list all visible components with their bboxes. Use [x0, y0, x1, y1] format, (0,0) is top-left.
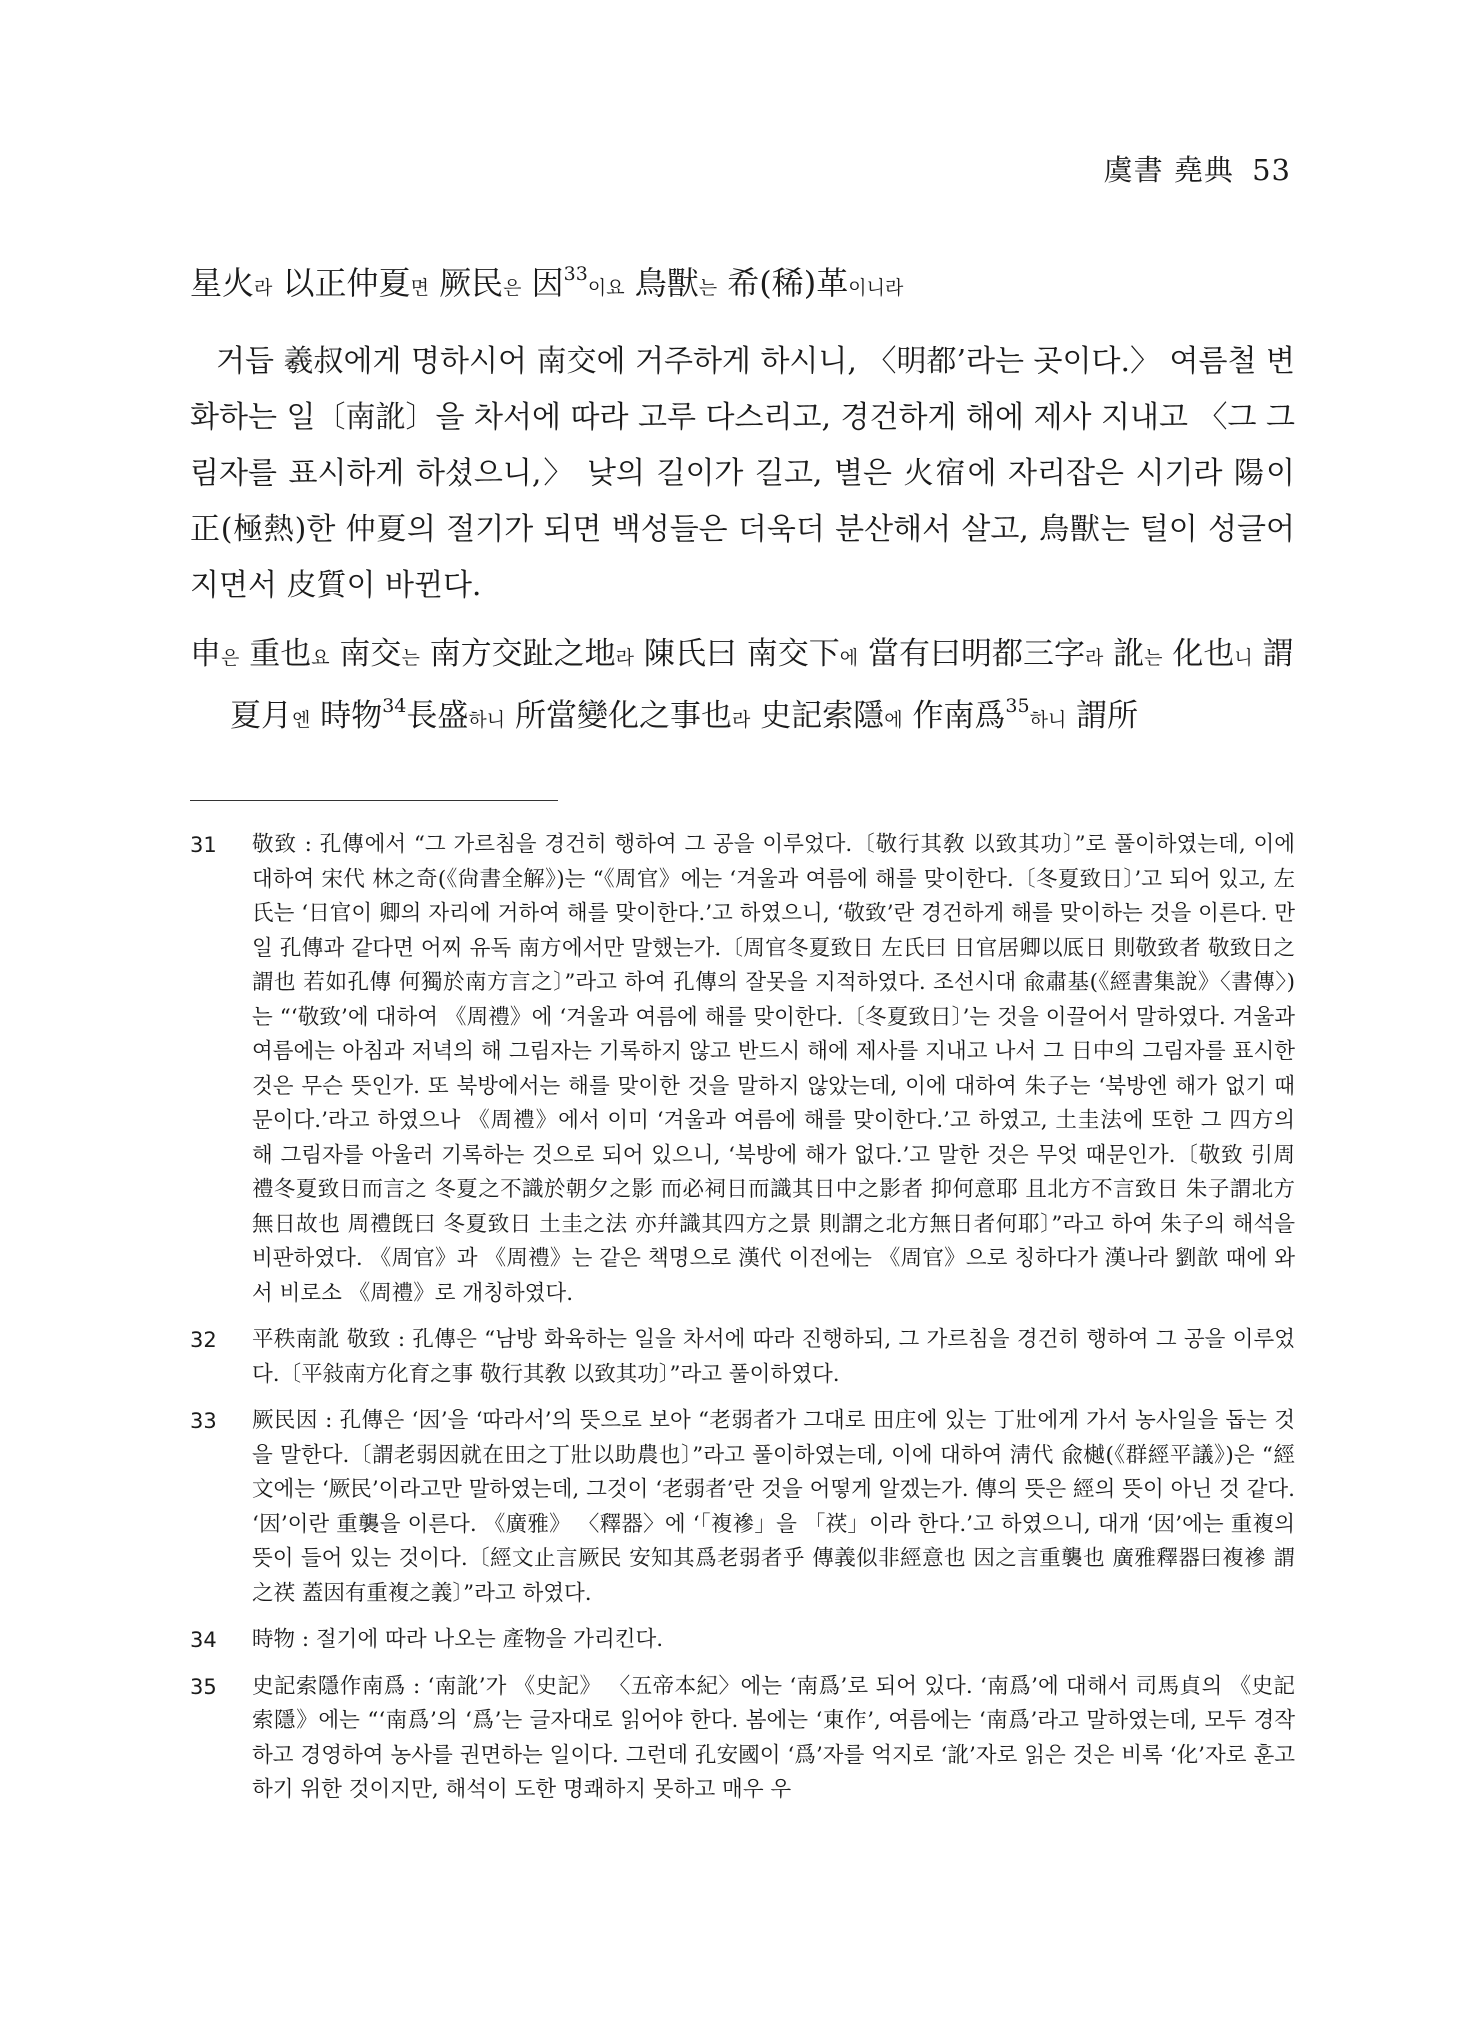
- commentary-particle: 라: [615, 647, 635, 669]
- commentary-text: 申: [190, 636, 221, 672]
- commentary-particle: 라: [731, 709, 751, 731]
- footnote-35: [190, 1670, 1295, 1808]
- footnotes: [190, 828, 1295, 1820]
- commentary-text: 謂夏月: [230, 636, 1294, 734]
- footnote-number: 32: [190, 1328, 217, 1352]
- footnote-text: 時物 : 절기에 따라 나오는 產物을 가리킨다.: [252, 1627, 664, 1652]
- commentary-particle: 에: [839, 647, 859, 669]
- verse-particle: 은: [503, 277, 522, 299]
- footnote-text: 平秩南訛 敬致 : 孔傳은 “남방 화육하는 일을 차서에 따라 진행하되, 그 가르침을 경건히 행하여 그 공을 이루었다.〔平敍南方化育之事 敬行其敎 以致其功〕”라고 풀이하였다.: [252, 1327, 1295, 1387]
- verse-text: 鳥獸: [624, 264, 699, 302]
- footnote-34: [190, 1623, 1295, 1658]
- commentary-text: 史記索隱: [750, 698, 885, 734]
- commentary-particle: 는: [401, 647, 420, 669]
- footnote-33: [190, 1404, 1295, 1611]
- commentary-text: 所當變化之事也: [505, 698, 732, 734]
- footnote-number: 31: [190, 833, 217, 857]
- commentary-particle: 하니: [468, 709, 506, 731]
- commentary-text: 訛: [1103, 636, 1145, 672]
- footnote-text: 敬致 : 孔傳에서 “그 가르침을 경건히 행하여 그 공을 이루었다.〔敬行其敎 以致其功〕”로 풀이하였는데, 이에 대하여 宋代 林之奇(《尙書全解》)는 “《周官》에는 ‘겨울과 여름에 해를 맞이한다.〔冬夏致日〕’고 되어 있고, 左氏는 ‘日官이 卿의 자리에 거하여 해를 맞이한다.’고 하였으니, ‘敬致’란 경건하게 해를 맞이하는 것을 이른다. 만일 孔傳과 같다면 어찌 유독 南方에서만 말했는가.〔周官冬夏致日 左氏曰 日官居卿以厎日 則敬致者 敬致日之謂也 若如孔傳 何獨於南方言之〕”라고 하여 孔傳의 잘못을 지적하였다. 조선시대 兪肅基(《經書集說》〈書傳〉)는 “‘敬致’에 대하여 《周禮》에 ‘겨울과 여름에 해를 맞이한다.〔冬夏致日〕’는 것을 이끌어서 말하였다. 겨울과 여름에는 아침과 저녁의 해 그림자는 기록하지 않고 반드시 해에 제사를 지내고 나서 그 日中의 그림자를 표시한 것은 무슨 뜻인가. 또 북방에서는 해를 맞이한 것을 말하지 않았는데, 이에 대하여 朱子는 ‘북방엔 해가 없기 때문이다.’라고 하였으나 《周禮》에서 이미 ‘겨울과 여름에 해를 맞이한다.’고 하였고, 土圭法에 또한 그 四方의 해 그림자를 아울러 기록하는 것으로 되어 있으니, ‘북방에 해가 없다.’고 말한 것은 무엇 때문인가.〔敬致 引周禮冬夏致日而言之 冬夏之不識於朝夕之影 而必祠日而識其日中之影者 抑何意耶 且北方不言致日 朱子謂北方無日故也 周禮旣曰 冬夏致日 土圭之法 亦幷識其四方之景 則謂之北方無日者何耶〕”라고 하여 朱子의 해석을 비판하였다. 《周官》과 《周禮》는 같은 책명으로 漢代 이전에는 《周官》으로 칭하다가 漢나라 劉歆 때에 와서 비로소 《周禮》로 개칭하였다.: [252, 832, 1295, 1306]
- footnote-text: 厥民因 : 孔傳은 ‘因’을 ‘따라서’의 뜻으로 보아 “老弱者가 그대로 田庄에 있는 丁壯에게 가서 농사일을 돕는 것을 말한다.〔謂老弱因就在田之丁壯以助農也〕”라고 풀이하였는데, 이에 대하여 淸代 兪樾(《群經平議》)은 “經文에는 ‘厥民’이라고만 말하였는데, 그것이 ‘老弱者’란 것을 어떻게 알겠는가. 傳의 뜻은 經의 뜻이 아닌 것 같다. ‘因’이란 重襲을 이른다. 《廣雅》 〈釋器〉에 ‘「複襂」을 「䄏」이라 한다.’고 하였으니, 대개 ‘因’에는 重複의 뜻이 들어 있는 것이다.〔經文止言厥民 安知其爲老弱者乎 傳義似非經意也 因之言重襲也 廣雅釋器曰複襂 謂之䄏 蓋因有重複之義〕”라고 하였다.: [252, 1408, 1295, 1606]
- verse-text: 厥民: [428, 264, 504, 302]
- commentary-paragraph: [190, 625, 1295, 749]
- korean-translation: [190, 334, 1295, 614]
- footnote-text: 史記索隱作南爲 : ‘南訛’가 《史記》 〈五帝本紀〉에는 ‘南爲’로 되어 있다. ‘南爲’에 대해서 司馬貞의 《史記索隱》에는 “‘南爲’의 ‘爲’는 글자대로 읽어야 한다. 봄에는 ‘東作’, 여름에는 ‘南爲’라고 말하였는데, 모두 경작하고 경영하여 농사를 권면하는 일이다. 그런데 孔安國이 ‘爲’자를 억지로 ‘訛’자로 읽은 것은 비록 ‘化’자로 훈고하기 위한 것이지만, 해석이 도한 명쾌하지 못하고 매우 우: [252, 1673, 1295, 1802]
- page-number: 53: [1252, 153, 1291, 187]
- commentary-text: 南方交趾之地: [419, 636, 616, 672]
- verse-particle: 이요: [587, 277, 625, 299]
- commentary-text: 重也: [239, 636, 312, 672]
- commentary-text: 南交: [329, 636, 402, 672]
- header-title: 虞書 堯典: [1103, 153, 1234, 187]
- verse-text: 星火: [190, 264, 255, 302]
- verse-text: 以正仲夏: [272, 264, 411, 302]
- commentary-particle: 엔: [292, 709, 311, 731]
- footnote-ref[interactable]: 33: [563, 263, 588, 285]
- commentary-particle: 라: [1084, 647, 1104, 669]
- commentary-text: 當有曰明都三字: [858, 636, 1085, 672]
- commentary-particle: 하니: [1029, 709, 1067, 731]
- footnote-number: 34: [190, 1628, 217, 1652]
- footnote-number: 33: [190, 1409, 217, 1433]
- classical-verse: [190, 258, 1295, 313]
- commentary-particle: 은: [221, 647, 240, 669]
- verse-particle: 면: [410, 277, 429, 299]
- commentary-text: 長盛: [406, 698, 469, 734]
- footnote-32: [190, 1323, 1295, 1392]
- translation-paragraph: 거듭 羲叔에게 명하시어 南交에 거주하게 하시니, 〈明都’라는 곳이다.〉 여름철 변화하는 일〔南訛〕을 차서에 따라 고루 다스리고, 경건하게 해에 제사 지내고 〈그 그림자를 표시하게 하셨으니,〉 낮의 길이가 길고, 별은 火宿에 자리잡은 시기라 陽이 正(極熱)한 仲夏의 절기가 되면 백성들은 더욱더 분산해서 살고, 鳥獸는 털이 성글어지면서 皮質이 바뀐다.: [190, 344, 1295, 603]
- verse-particle: 는: [698, 277, 718, 299]
- footnote-number: 35: [190, 1674, 217, 1699]
- commentary-particle: 에: [884, 709, 903, 731]
- verse-text: 希(稀)革: [717, 264, 849, 302]
- commentary-particle: 요: [311, 647, 330, 669]
- running-header: [1104, 148, 1291, 189]
- footnote-ref[interactable]: 35: [1005, 695, 1030, 717]
- verse-text: 因: [521, 264, 564, 302]
- commentary-particle: 니: [1234, 647, 1253, 669]
- footnote-ref[interactable]: 34: [382, 695, 407, 717]
- commentary-text: 作南爲: [902, 698, 1006, 734]
- commentary-particle: 는: [1144, 647, 1163, 669]
- footnote-31: [190, 828, 1295, 1311]
- commentary-text: 謂所: [1066, 698, 1139, 734]
- commentary-text: 陳氏曰 南交下: [634, 636, 840, 672]
- verse-particle: 라: [254, 277, 273, 299]
- commentary-block: [190, 625, 1295, 749]
- commentary-text: 化也: [1162, 636, 1235, 672]
- verse-particle: 이니라: [848, 277, 904, 299]
- footnote-divider: [190, 800, 558, 801]
- commentary-text: 時物: [310, 698, 383, 734]
